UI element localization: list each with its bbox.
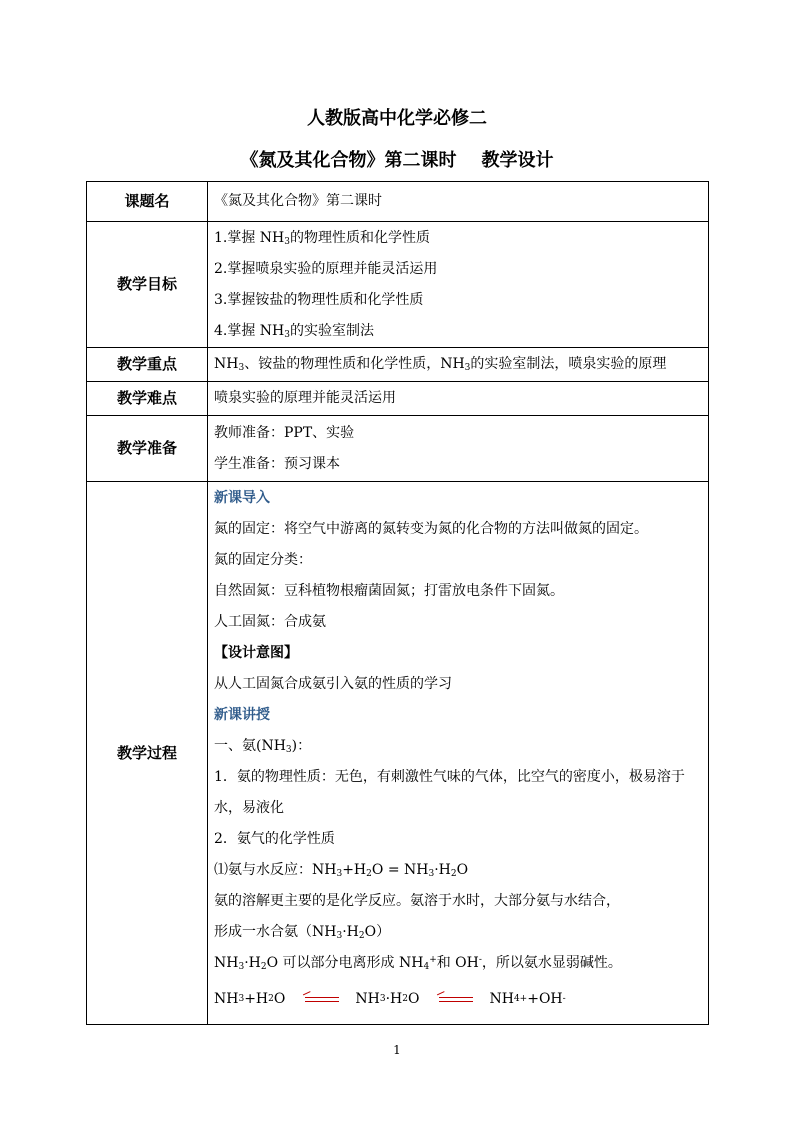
label-difficulty: 教学难点: [87, 382, 208, 416]
equation-ammonia-water: ⑴氨与水反应：$NH_3+H_2O = NH_3\cdot H_2O$: [214, 862, 469, 879]
goal-2: 2.掌握喷泉实验的原理并能灵活运用: [214, 260, 438, 277]
prep-teacher: 教师准备：PPT、实验: [214, 424, 355, 441]
value-topic: 《氮及其化合物》第二课时: [208, 182, 709, 222]
label-goals: 教学目标: [87, 222, 208, 348]
equilibrium-arrow-icon: [305, 994, 339, 1004]
document-title: 人教版高中化学必修二: [307, 108, 487, 129]
value-process: [208, 482, 709, 1025]
row-difficulty: [87, 382, 709, 416]
paragraph: 氨的溶解更主要的是化学反应。氨溶于水时，大部分氨与水结合，: [214, 893, 620, 909]
row-process: [87, 482, 709, 1025]
paragraph: 从人工固氮合成氨引入氨的性质的学习: [214, 676, 452, 692]
page-number: 1: [393, 1043, 401, 1057]
prep-student: 学生准备：预习课本: [214, 455, 340, 472]
heading-lecture: 新课讲授: [214, 707, 270, 723]
paragraph: 一、氨$(NH_3)$：: [214, 738, 312, 755]
paragraph: 2．氨气的化学性质: [214, 831, 335, 847]
document-subtitle: 《氮及其化合物》第二课时 教学设计: [240, 150, 554, 171]
heading-design-intent: 【设计意图】: [214, 645, 298, 661]
paragraph: $NH_3\cdot H_2O$ 可以部分电离形成 $NH_4^+$和 OH-，所以氨水显弱碱性。: [214, 955, 622, 972]
paragraph: 1．氨的物理性质：无色，有刺激性气味的气体，比空气的密度小，极易溶于水，易液化: [214, 769, 685, 816]
value-prep: [208, 416, 709, 482]
label-topic: 课题名: [87, 182, 208, 222]
value-difficulty: 喷泉实验的原理并能灵活运用: [208, 382, 709, 416]
paragraph: 人工固氮：合成氨: [214, 614, 326, 630]
goal-1: 1.掌握 $NH_3$的物理性质和化学性质: [214, 229, 431, 247]
row-goals: [87, 222, 709, 348]
paragraph: 氮的固定分类：: [214, 552, 312, 568]
row-prep: [87, 416, 709, 482]
heading-intro: 新课导入: [214, 490, 270, 506]
label-prep: 教学准备: [87, 416, 208, 482]
paragraph: 形成一水合氨$(NH_3\cdot H_2O)$: [214, 924, 391, 941]
label-process: 教学过程: [87, 482, 208, 1025]
lesson-plan-table: [86, 181, 709, 1025]
row-key: [87, 348, 709, 382]
goal-4: 4.掌握 $NH_3$的实验室制法: [214, 322, 375, 340]
row-topic: [87, 182, 709, 222]
equilibrium-arrow-icon: [439, 994, 473, 1004]
label-key: 教学重点: [87, 348, 208, 382]
equilibrium-equation: NH 3 +H 2 O NH 3 ·H 2 O NH 4 + +OH -: [214, 990, 566, 1007]
goal-3: 3.掌握铵盐的物理性质和化学性质: [214, 291, 424, 308]
paragraph: 自然固氮：豆科植物根瘤菌固氮；打雷放电条件下固氮。: [214, 583, 564, 599]
value-key: $NH_3$、铵盐的物理性质和化学性质，$NH_3$的实验室制法，喷泉实验的原理: [208, 348, 709, 382]
paragraph: 氮的固定：将空气中游离的氮转变为氮的化合物的方法叫做氮的固定。: [214, 521, 648, 537]
value-goals: [208, 222, 709, 348]
